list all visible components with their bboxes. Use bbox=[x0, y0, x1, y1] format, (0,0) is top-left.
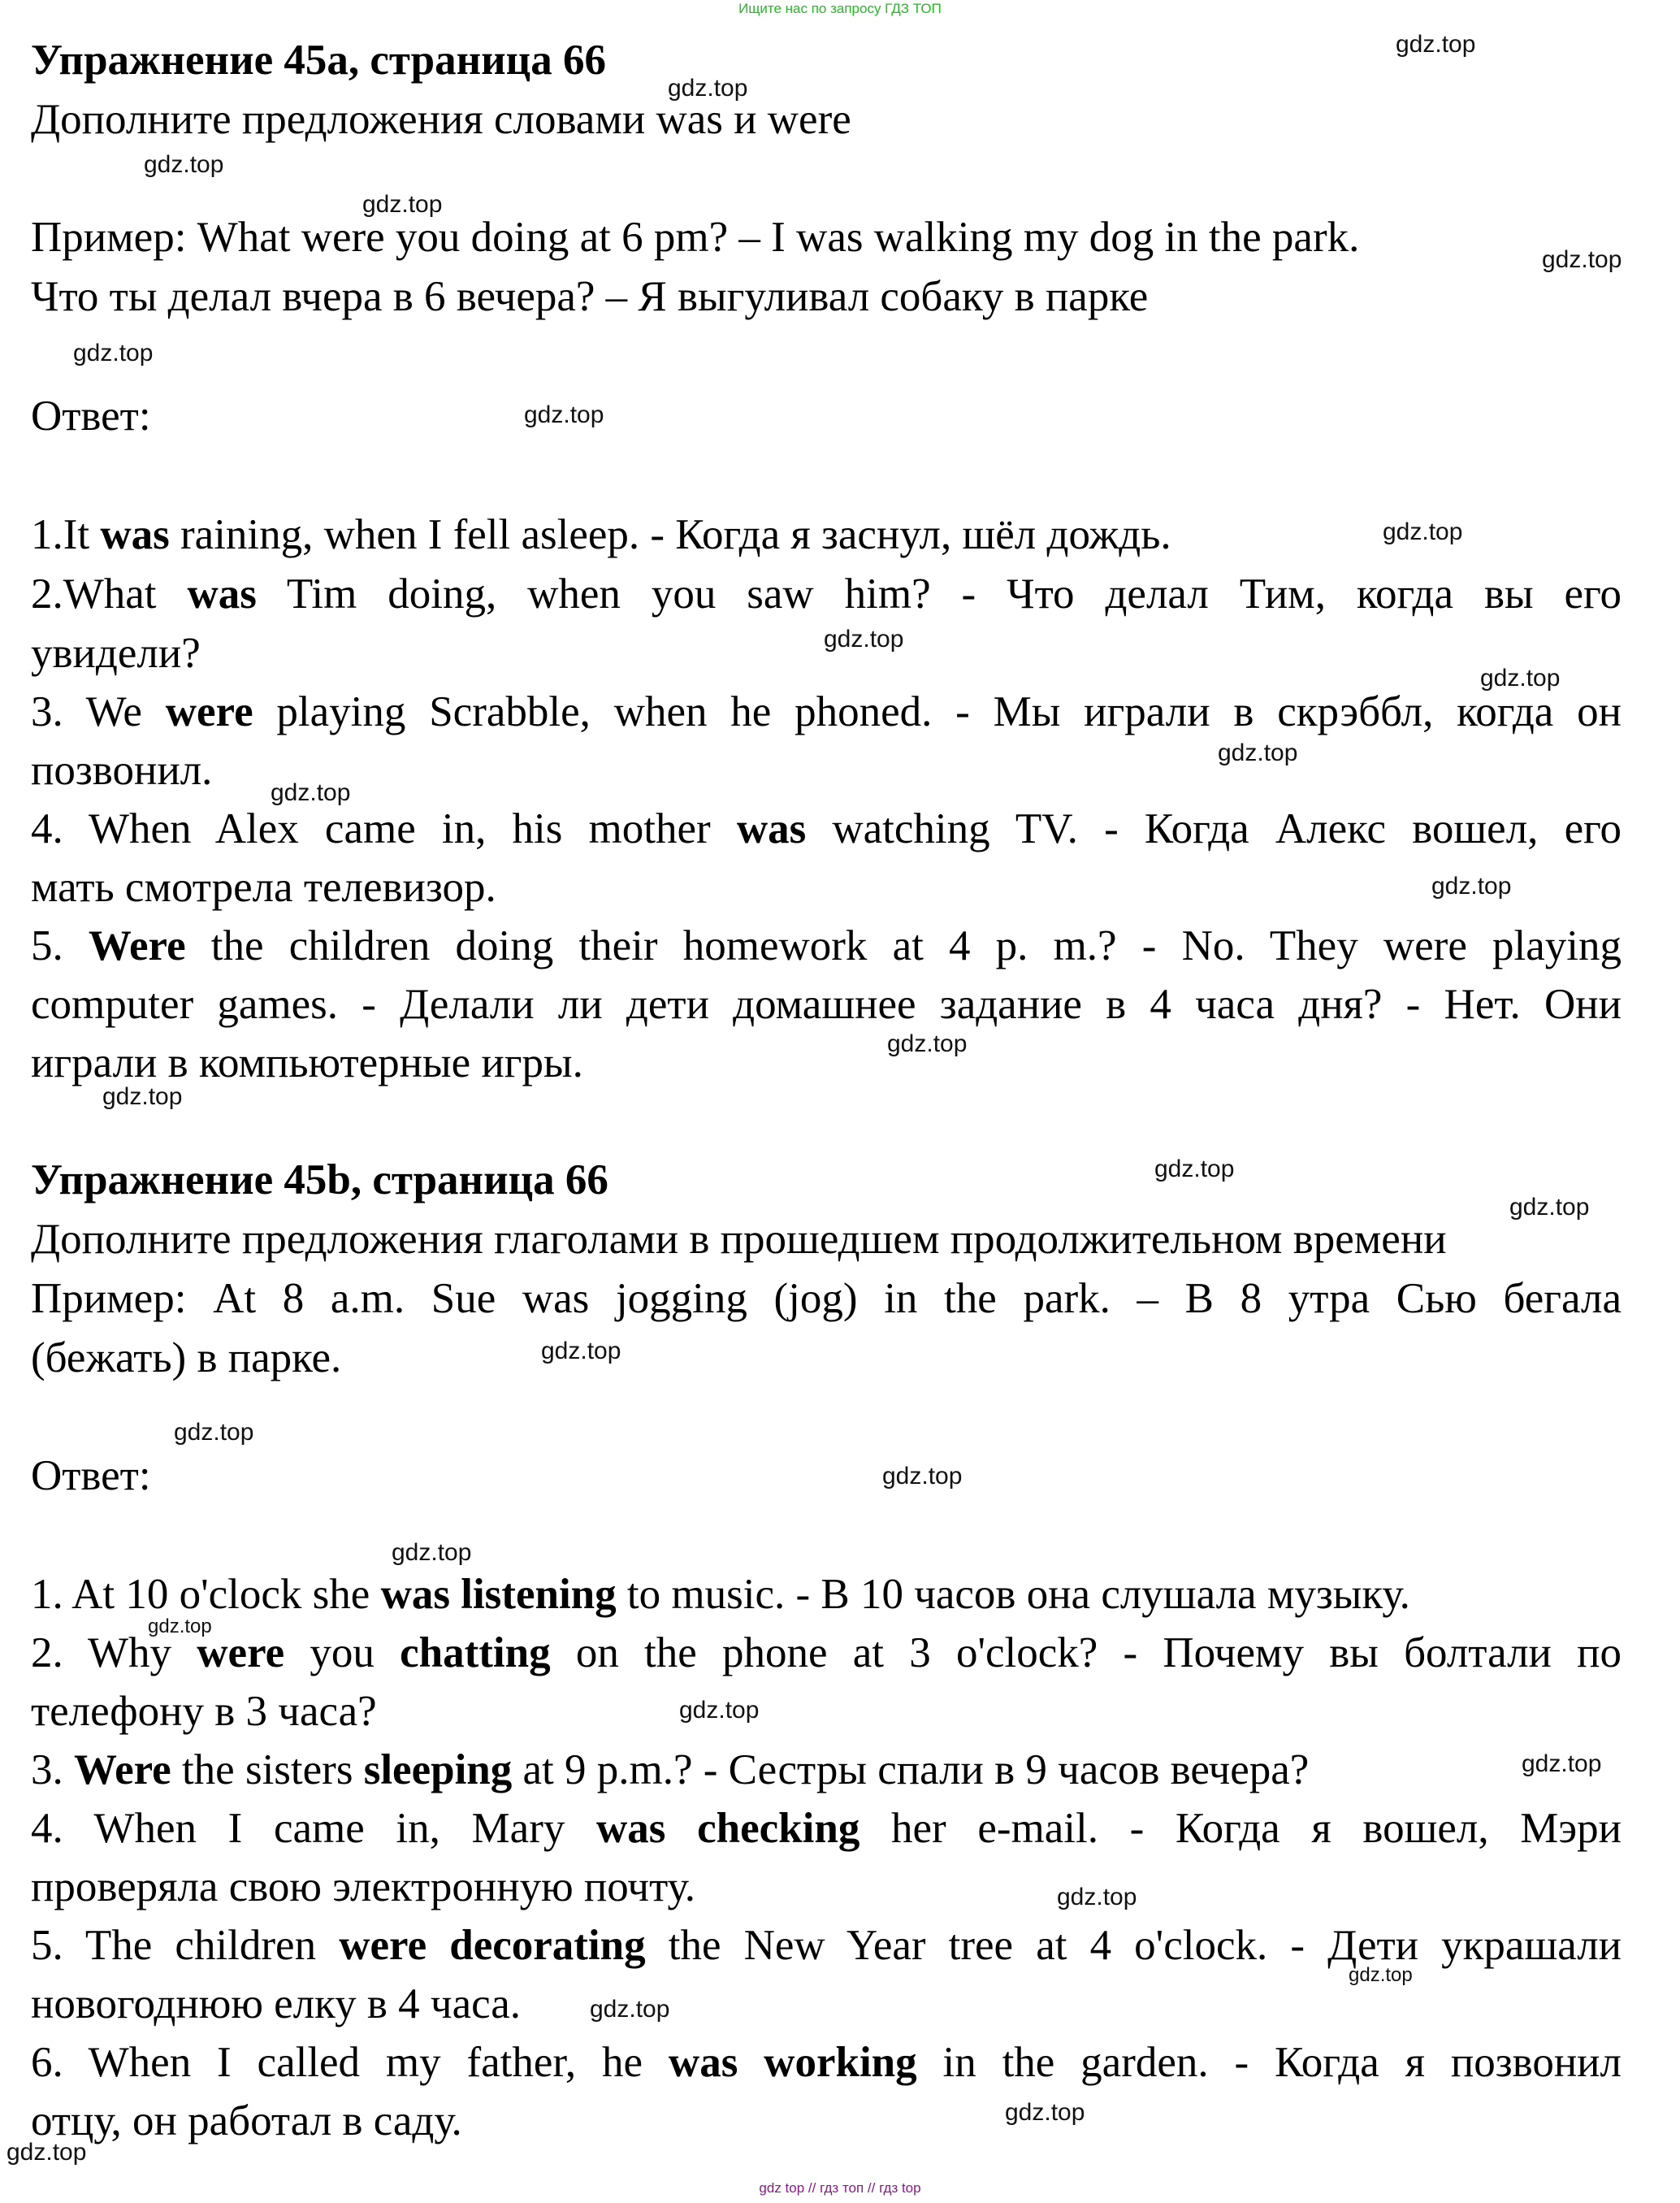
answer-text: 6. When I called my father, he bbox=[31, 2039, 669, 2086]
watermark: gdz.top bbox=[392, 1539, 472, 1566]
answer-text: her e-mail. - Когда я вошел, Мэри bbox=[859, 1805, 1622, 1852]
answer-b5-line-2 bbox=[31, 1980, 1622, 2028]
answer-text: новогоднюю елку в 4 часа. bbox=[31, 1980, 522, 2027]
watermark: gdz.top bbox=[1480, 665, 1561, 692]
section-b-example-line-2: (бежать) в парке. bbox=[31, 1334, 342, 1381]
answer-highlight: sleeping bbox=[363, 1746, 513, 1793]
watermark: gdz.top bbox=[882, 1463, 963, 1490]
watermark: gdz.top bbox=[1396, 31, 1476, 58]
answer-text: 5. bbox=[31, 922, 89, 969]
answer-text: 1. At 10 o'clock she bbox=[31, 1571, 381, 1618]
answer-a4-line-2 bbox=[31, 863, 1622, 912]
watermark: gdz.top bbox=[887, 1030, 968, 1057]
section-b-example-line-1: Пример: At 8 a.m. Sue was jogging (jog) in the park. – В 8 утра Сью бегала bbox=[31, 1275, 1622, 1322]
answer-text: 2.What bbox=[31, 570, 188, 618]
answer-text: увидели? bbox=[31, 630, 201, 677]
watermark: gdz.top bbox=[1542, 246, 1622, 273]
answer-text: the New Year tree at 4 o'clock. - Дети украшали bbox=[645, 1922, 1622, 1969]
answer-highlight: chatting bbox=[400, 1629, 551, 1676]
answer-highlight: was bbox=[100, 511, 170, 558]
answer-text: watching TV. - Когда Алекс вошел, его bbox=[806, 805, 1622, 852]
answer-b6-line-2 bbox=[31, 2097, 1622, 2145]
section-b-title: Упражнение 45b, страница 66 bbox=[31, 1156, 608, 1203]
answer-b2-line-1 bbox=[31, 1628, 1622, 1677]
answer-text: computer games. - Делали ли дети домашнее задание в 4 часа дня? - Нет. Они bbox=[31, 981, 1622, 1028]
answer-highlight: was checking bbox=[596, 1805, 860, 1852]
answer-text: in the garden. - Когда я позвонил bbox=[916, 2039, 1622, 2086]
watermark: gdz.top bbox=[148, 1615, 212, 1637]
watermark: gdz.top bbox=[1218, 739, 1298, 766]
footer-banner: gdz top // гдз топ // гдз top bbox=[759, 2180, 921, 2196]
section-a-instruction: Дополните предложения словами was и were bbox=[31, 96, 851, 143]
watermark: gdz.top bbox=[1522, 1750, 1602, 1777]
answer-b4-line-2 bbox=[31, 1863, 1622, 1911]
answer-text: 2. Why bbox=[31, 1629, 197, 1676]
watermark: gdz.top bbox=[824, 626, 904, 653]
watermark: gdz.top bbox=[144, 151, 224, 178]
watermark: gdz.top bbox=[1005, 2099, 1085, 2126]
watermark: gdz.top bbox=[590, 1996, 670, 2023]
answer-highlight: was bbox=[736, 805, 807, 852]
watermark: gdz.top bbox=[1057, 1884, 1137, 1910]
answer-text: at 9 p.m.? - Сестры спали в 9 часов вечера? bbox=[512, 1746, 1310, 1793]
answer-text: the children doing their homework at 4 p. m.? - No. They were playing bbox=[185, 922, 1622, 969]
answer-a2-line-1 bbox=[31, 570, 1622, 618]
watermark: gdz.top bbox=[668, 75, 748, 102]
section-b-answer-label: Ответ: bbox=[31, 1452, 151, 1499]
watermark: gdz.top bbox=[174, 1419, 254, 1446]
answer-a3-line-1 bbox=[31, 687, 1622, 736]
watermark: gdz.top bbox=[1349, 1964, 1413, 1986]
section-a-example-line-1: Пример: What were you doing at 6 pm? – I was walking my dog in the park. bbox=[31, 214, 1360, 261]
answer-text: raining, when I fell asleep. - Когда я заснул, шёл дождь. bbox=[169, 511, 1171, 558]
answer-text: on the phone at 3 o'clock? - Почему вы болтали по bbox=[550, 1629, 1622, 1676]
answer-text: 1.It bbox=[31, 511, 101, 558]
section-a-example-line-2: Что ты делал вчера в 6 вечера? – Я выгуливал собаку в парке bbox=[31, 273, 1149, 320]
watermark: gdz.top bbox=[73, 340, 154, 366]
answer-highlight: was working bbox=[668, 2039, 917, 2086]
answer-text: 4. When I came in, Mary bbox=[31, 1805, 597, 1852]
answer-text: мать смотрела телевизор. bbox=[31, 864, 496, 911]
watermark: gdz.top bbox=[524, 401, 604, 428]
answer-highlight: were bbox=[197, 1629, 285, 1676]
watermark: gdz.top bbox=[679, 1697, 760, 1724]
answer-b3-line-1 bbox=[31, 1745, 1622, 1794]
answer-text: телефону в 3 часа? bbox=[31, 1688, 377, 1735]
answer-text: играли в компьютерные игры. bbox=[31, 1039, 583, 1086]
answer-b4-line-1 bbox=[31, 1804, 1622, 1853]
answer-text: 3. We bbox=[31, 688, 166, 735]
answer-a5-line-3 bbox=[31, 1039, 1622, 1087]
answer-highlight: were decorating bbox=[339, 1922, 646, 1969]
watermark: gdz.top bbox=[1154, 1156, 1235, 1182]
section-a-title: Упражнение 45a, страница 66 bbox=[31, 37, 606, 84]
answer-a4-line-1 bbox=[31, 804, 1622, 853]
answer-highlight: was listening bbox=[380, 1571, 617, 1618]
answer-text: проверяла свою электронную почту. bbox=[31, 1863, 695, 1910]
answer-text: позвонил. bbox=[31, 747, 213, 794]
answer-a5-line-1 bbox=[31, 922, 1622, 970]
answer-b5-line-1 bbox=[31, 1921, 1622, 1970]
answer-b6-line-1 bbox=[31, 2038, 1622, 2087]
header-banner: Ищите нас по запросу ГДЗ ТОП bbox=[738, 1, 942, 16]
answer-text: 4. When Alex came in, his mother bbox=[31, 805, 737, 852]
answer-a5-line-2 bbox=[31, 980, 1622, 1029]
watermark: gdz.top bbox=[541, 1338, 621, 1364]
answer-text: you bbox=[284, 1629, 401, 1676]
watermark: gdz.top bbox=[6, 2139, 87, 2166]
answer-b2-line-2 bbox=[31, 1687, 1622, 1736]
answer-text: the sisters bbox=[171, 1746, 364, 1793]
answer-text: playing Scrabble, when he phoned. - Мы играли в скрэббл, когда он bbox=[253, 688, 1622, 735]
answer-text: 5. The children bbox=[31, 1922, 340, 1969]
answer-text: отцу, он работал в саду. bbox=[31, 2097, 462, 2144]
section-b-instruction: Дополните предложения глаголами в прошедшем продолжительном времени bbox=[31, 1216, 1447, 1263]
section-a-answer-label: Ответ: bbox=[31, 392, 151, 440]
answer-text: to music. - В 10 часов она слушала музыку. bbox=[616, 1571, 1410, 1618]
answer-text: 3. bbox=[31, 1746, 74, 1793]
answer-b1-line-1 bbox=[31, 1570, 1622, 1619]
answer-highlight: was bbox=[187, 570, 257, 618]
watermark: gdz.top bbox=[1431, 873, 1512, 900]
answer-highlight: Were bbox=[88, 922, 186, 969]
watermark: gdz.top bbox=[271, 779, 351, 806]
watermark: gdz.top bbox=[1383, 518, 1463, 545]
watermark: gdz.top bbox=[362, 191, 443, 218]
answer-highlight: were bbox=[165, 688, 253, 735]
watermark: gdz.top bbox=[102, 1083, 183, 1110]
answer-a3-line-2 bbox=[31, 746, 1622, 795]
answer-text: Tim doing, when you saw him? - Что делал Тим, когда вы его bbox=[256, 570, 1622, 618]
watermark: gdz.top bbox=[1509, 1194, 1590, 1221]
answer-highlight: Were bbox=[74, 1746, 171, 1793]
